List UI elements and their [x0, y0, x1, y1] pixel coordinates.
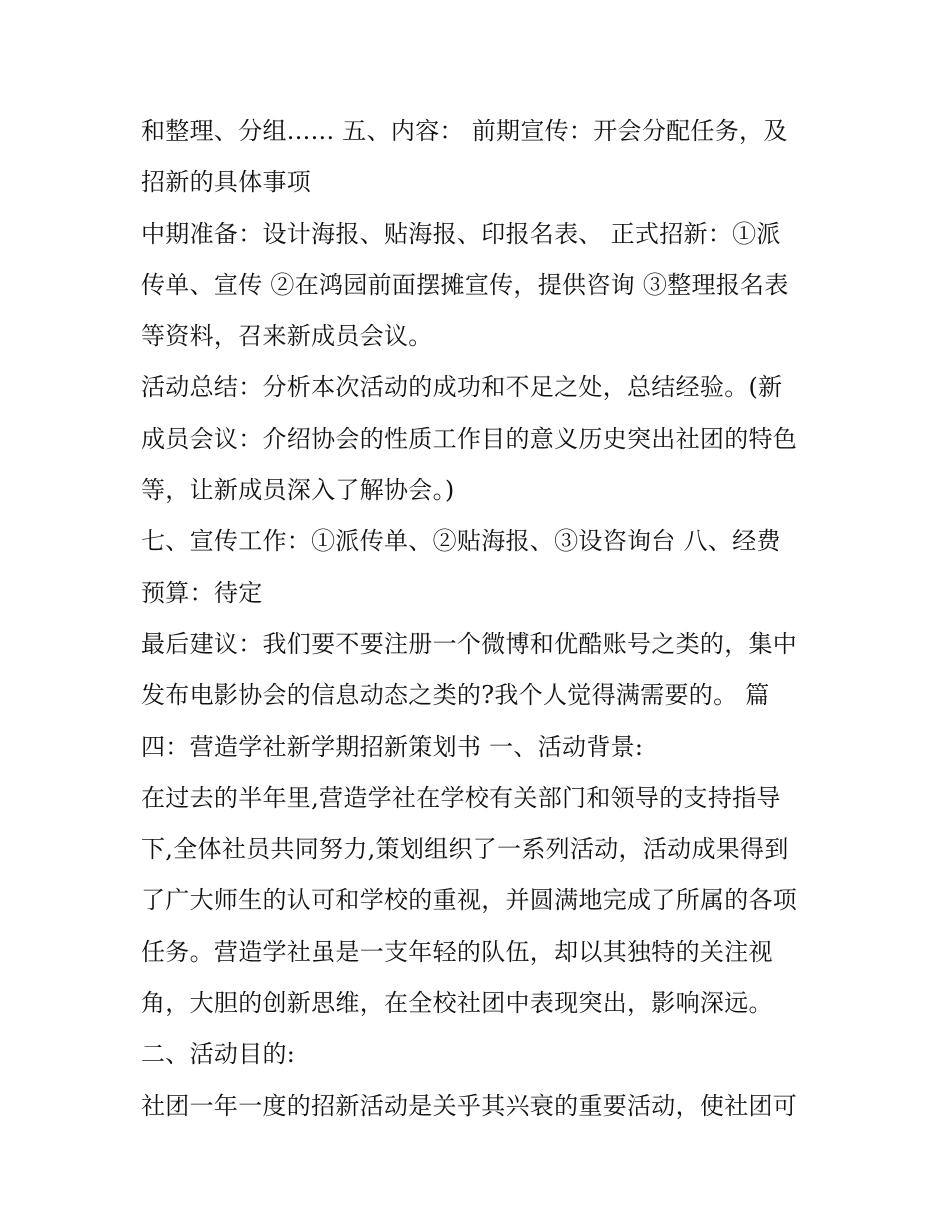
text-line: 传单、宣传 ②在鸿园前面摆摊宣传，提供咨询 ③整理报名表 — [141, 270, 789, 299]
text-line: 角，大胆的创新思维，在全校社团中表现突出，影响深远。 — [141, 989, 773, 1018]
text-line: 预算：待定 — [141, 578, 263, 607]
text-line: 了广大师生的认可和学校的重视，并圆满地完成了所属的各项 — [141, 886, 798, 915]
text-line: 等，让新成员深入了解协会。) — [141, 476, 455, 505]
text-line: 二、活动目的: — [141, 1040, 296, 1069]
text-line: 和整理、分组...... 五、内容： 前期宣传：开会分配任务，及 — [141, 117, 788, 145]
text-line: 最后建议：我们要不要注册一个微博和优酷账号之类的，集中 — [141, 629, 798, 658]
text-line: 活动总结：分析本次活动的成功和不足之处，总结经验。(新 — [141, 373, 783, 402]
text-line: 任务。营造学社虽是一支年轻的队伍，却以其独特的关注视 — [141, 937, 773, 966]
text-line: 等资料，召来新成员会议。 — [141, 322, 433, 351]
text-line: 发布电影协会的信息动态之类的?我个人觉得满需要的。 篇 — [141, 681, 770, 710]
text-line: 下,全体社员共同努力,策划组织了一系列活动，活动成果得到 — [141, 835, 789, 864]
text-line: 七、宣传工作：①派传单、②贴海报、③设咨询台 八、经费 — [141, 527, 781, 556]
text-line: 招新的具体事项 — [141, 168, 312, 197]
text-line: 四：营造学社新学期招新策划书 一、活动背景: — [141, 732, 644, 761]
text-line: 中期准备：设计海报、贴海报、印报名表、 正式招新：①派 — [141, 219, 781, 248]
text-line: 成员会议：介绍协会的性质工作目的意义历史突出社团的特色 — [141, 424, 798, 453]
body-text — [141, 106, 821, 1132]
text-line: 社团一年一度的招新活动是关乎其兴衰的重要活动，使社团可 — [141, 1091, 798, 1120]
text-line: 在过去的半年里,营造学社在学校有关部门和领导的支持指导 — [141, 783, 781, 812]
